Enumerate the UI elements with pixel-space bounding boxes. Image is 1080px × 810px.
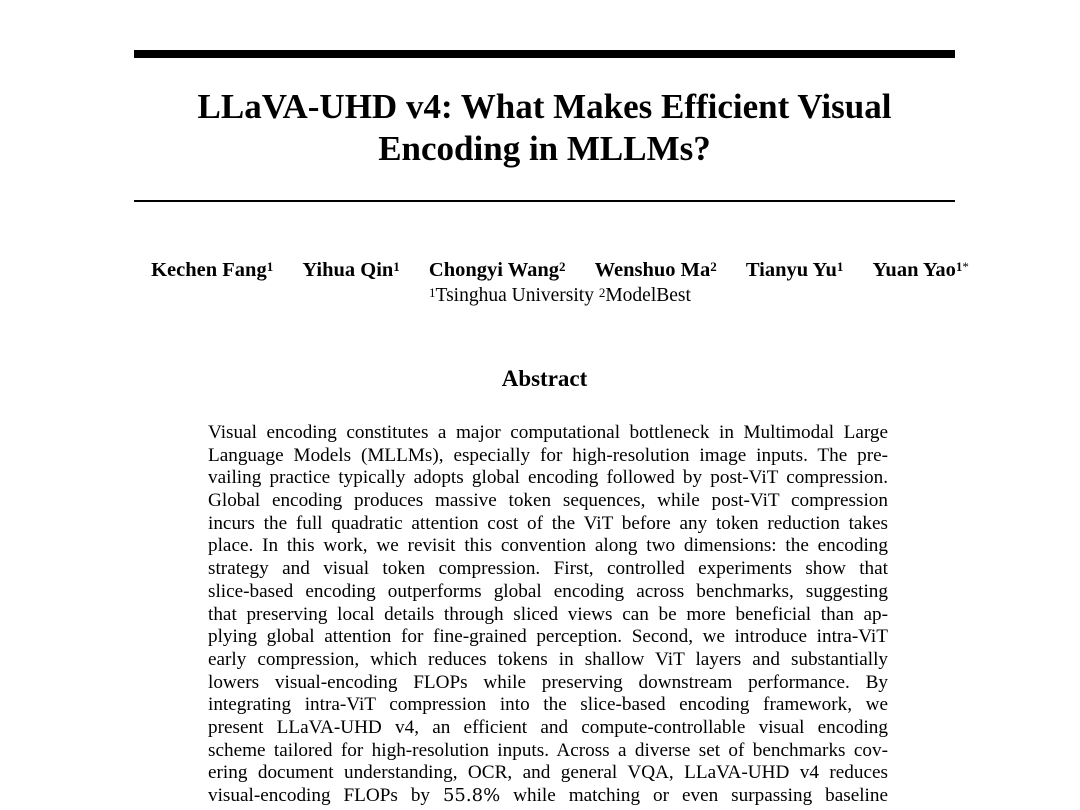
title-bottom-rule: [134, 200, 955, 202]
author: [595, 257, 717, 283]
abstract-body: [208, 422, 888, 808]
abstract-line: ering document understanding, OCR, and general VQA, LLaVA-UHD v4 reduces: [208, 762, 888, 784]
author: [302, 257, 399, 283]
abstract-line: incurs the full quadratic attention cost of the ViT before any token reduction takes: [208, 512, 888, 534]
author: [873, 257, 969, 283]
abstract-line: Global encoding produces massive token sequences, while post-ViT compression: [208, 490, 888, 512]
affiliation-list: [100, 284, 1020, 308]
abstract-text: while matching or even surpassing baseline: [500, 785, 888, 806]
affiliation: [429, 285, 594, 306]
author: [151, 257, 273, 283]
top-rule: [134, 50, 955, 58]
affiliation: [599, 285, 691, 306]
abstract-line: present LLaVA-UHD v4, an efficient and compute-controllable visual encoding: [208, 716, 888, 738]
author-name: Wenshuo Ma: [594, 259, 711, 281]
abstract-line: place. In this work, we revisit this convention along two dimensions: the encoding: [208, 535, 888, 557]
flops-reduction-value: 55.8%: [442, 785, 501, 806]
author: [429, 257, 566, 283]
abstract-line: that preserving local details through sliced views can be more beneficial than ap-: [208, 603, 888, 625]
affiliation-mark: 2: [598, 285, 606, 300]
paper-title: [134, 86, 955, 170]
title-line: LLaVA-UHD v4: What Makes Efficient Visual: [197, 87, 892, 126]
abstract-text: visual-encoding FLOPs by: [208, 785, 443, 806]
abstract-line: scheme tailored for high-resolution inputs. Across a diverse set of benchmarks cov-: [208, 739, 888, 761]
corresponding-author-mark: *: [962, 259, 969, 274]
abstract-line: slice-based encoding outperforms global encoding across benchmarks, suggesting: [208, 580, 888, 602]
abstract-line: vailing practice typically adopts global encoding followed by post-ViT compression.: [208, 467, 888, 489]
abstract-line: Language Models (MLLMs), especially for high-resolution image inputs. The pre-: [208, 444, 888, 466]
author-affiliation-mark: 1: [393, 259, 400, 274]
author-affiliation-mark: 2: [710, 259, 717, 274]
author-name: Tianyu Yu: [745, 259, 837, 281]
author-affiliation-mark: 1: [836, 259, 844, 274]
abstract-line: plying global attention for fine-grained perception. Second, we introduce intra-ViT: [208, 626, 888, 648]
author-name: Yuan Yao: [872, 259, 956, 281]
author-affiliation-mark: 1: [266, 259, 274, 274]
affiliation-mark: 1: [429, 285, 436, 300]
abstract-line: [208, 785, 888, 808]
author-affiliation-mark: [956, 259, 969, 274]
abstract-line: early compression, which reduces tokens in shallow ViT layers and substantially: [208, 648, 888, 670]
abstract-heading: Abstract: [501, 366, 588, 391]
author: [746, 257, 844, 283]
title-line: Encoding in MLLMs?: [378, 129, 711, 168]
author-affiliation-number: 1: [955, 259, 963, 274]
abstract-line: Visual encoding constitutes a major computational bottleneck in Multimodal Large: [208, 422, 888, 443]
author-name: Chongyi Wang: [428, 259, 559, 281]
author-list: [100, 257, 1020, 283]
author-affiliation-mark: 2: [559, 259, 566, 274]
affiliation-name: Tsinghua University: [435, 285, 594, 306]
author-name: Kechen Fang: [151, 259, 267, 281]
abstract-line: lowers visual-encoding FLOPs while preserving downstream performance. By: [208, 671, 888, 693]
author-name: Yihua Qin: [302, 259, 394, 281]
abstract-line: integrating intra-ViT compression into the slice-based encoding framework, we: [208, 694, 888, 716]
abstract-line: strategy and visual token compression. First, controlled experiments show that: [208, 558, 888, 580]
affiliation-name: ModelBest: [605, 285, 691, 306]
